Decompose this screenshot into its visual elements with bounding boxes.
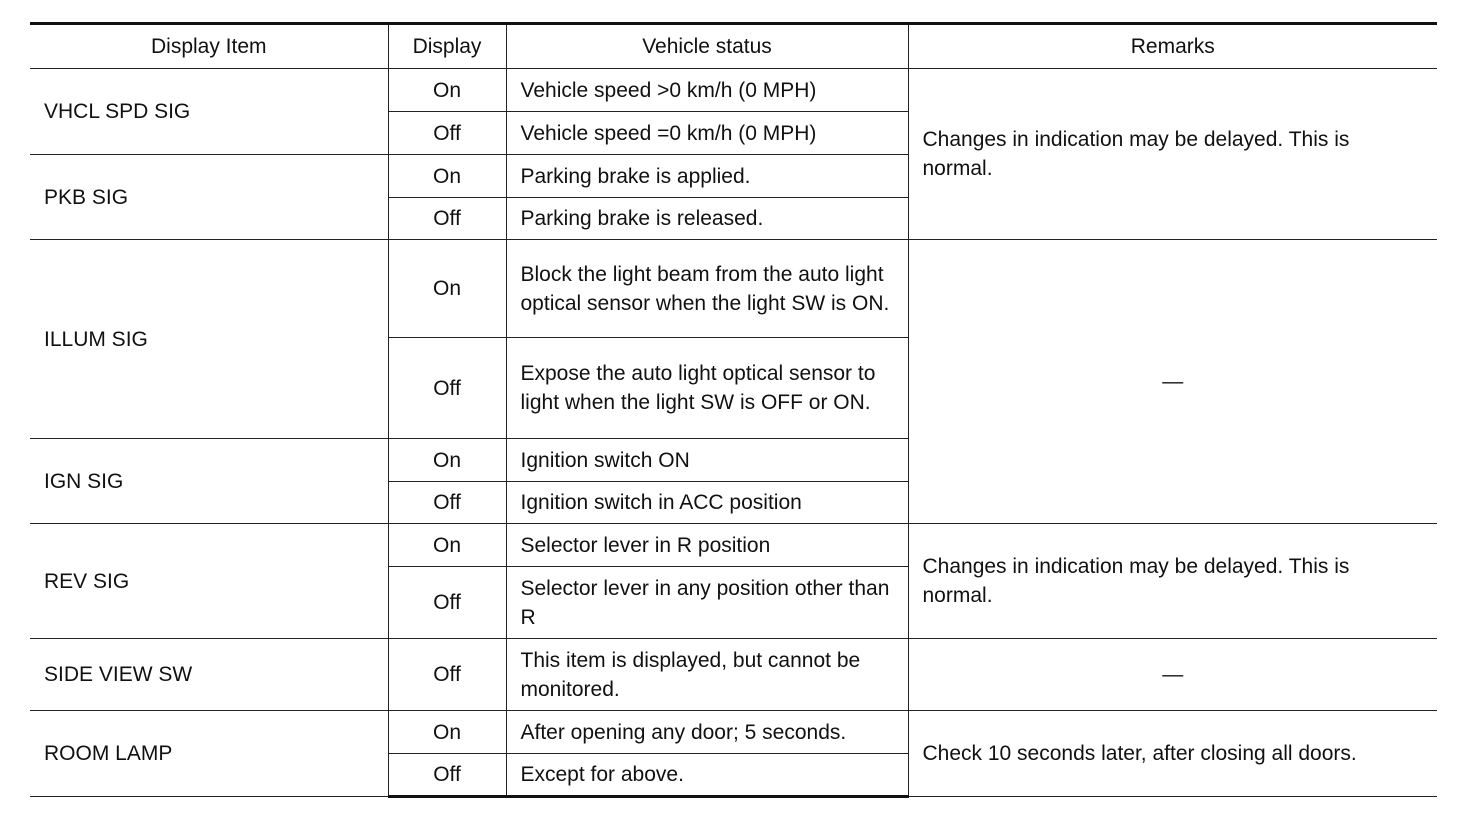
header-display-item: Display Item	[30, 24, 388, 69]
remarks-cell: —	[908, 240, 1437, 524]
display-value: Off	[388, 482, 506, 524]
display-value: On	[388, 439, 506, 482]
vehicle-status: Parking brake is applied.	[506, 155, 908, 198]
vehicle-status: This item is displayed, but cannot be monitored.	[506, 639, 908, 711]
header-remarks: Remarks	[908, 24, 1437, 69]
vehicle-status: Ignition switch ON	[506, 439, 908, 482]
vehicle-status: Block the light beam from the auto light optical sensor when the light SW is ON.	[506, 240, 908, 338]
item-side-view-sw: SIDE VIEW SW	[30, 639, 388, 711]
item-room-lamp: ROOM LAMP	[30, 711, 388, 797]
table-row	[30, 240, 1437, 338]
display-value: Off	[388, 567, 506, 639]
vehicle-status: Ignition switch in ACC position	[506, 482, 908, 524]
header-row	[30, 24, 1437, 69]
table-row	[30, 639, 1437, 711]
display-value: On	[388, 69, 506, 112]
header-vehicle-status: Vehicle status	[506, 24, 908, 69]
table-row	[30, 69, 1437, 112]
display-value: Off	[388, 112, 506, 155]
vehicle-status: Parking brake is released.	[506, 198, 908, 240]
vehicle-status: Vehicle speed >0 km/h (0 MPH)	[506, 69, 908, 112]
vehicle-status: After opening any door; 5 seconds.	[506, 711, 908, 754]
item-pkb-sig: PKB SIG	[30, 155, 388, 240]
vehicle-status: Except for above.	[506, 754, 908, 797]
display-value: On	[388, 155, 506, 198]
header-display: Display	[388, 24, 506, 69]
vehicle-status: Selector lever in any position other than R	[506, 567, 908, 639]
display-value: Off	[388, 639, 506, 711]
remarks-cell: Changes in indication may be delayed. This is normal.	[908, 69, 1437, 240]
item-ign-sig: IGN SIG	[30, 439, 388, 524]
remarks-cell: —	[908, 639, 1437, 711]
vehicle-status: Expose the auto light optical sensor to light when the light SW is OFF or ON.	[506, 338, 908, 439]
table-row	[30, 524, 1437, 567]
display-value: Off	[388, 338, 506, 439]
display-value: On	[388, 711, 506, 754]
vehicle-status: Vehicle speed =0 km/h (0 MPH)	[506, 112, 908, 155]
table-row	[30, 711, 1437, 754]
display-value: On	[388, 524, 506, 567]
display-value: On	[388, 240, 506, 338]
item-illum-sig: ILLUM SIG	[30, 240, 388, 439]
remarks-cell: Check 10 seconds later, after closing all doors.	[908, 711, 1437, 797]
display-value: Off	[388, 754, 506, 797]
signal-display-table	[30, 22, 1437, 798]
item-rev-sig: REV SIG	[30, 524, 388, 639]
display-value: Off	[388, 198, 506, 240]
item-vhcl-spd-sig: VHCL SPD SIG	[30, 69, 388, 155]
vehicle-status: Selector lever in R position	[506, 524, 908, 567]
remarks-cell: Changes in indication may be delayed. This is normal.	[908, 524, 1437, 639]
